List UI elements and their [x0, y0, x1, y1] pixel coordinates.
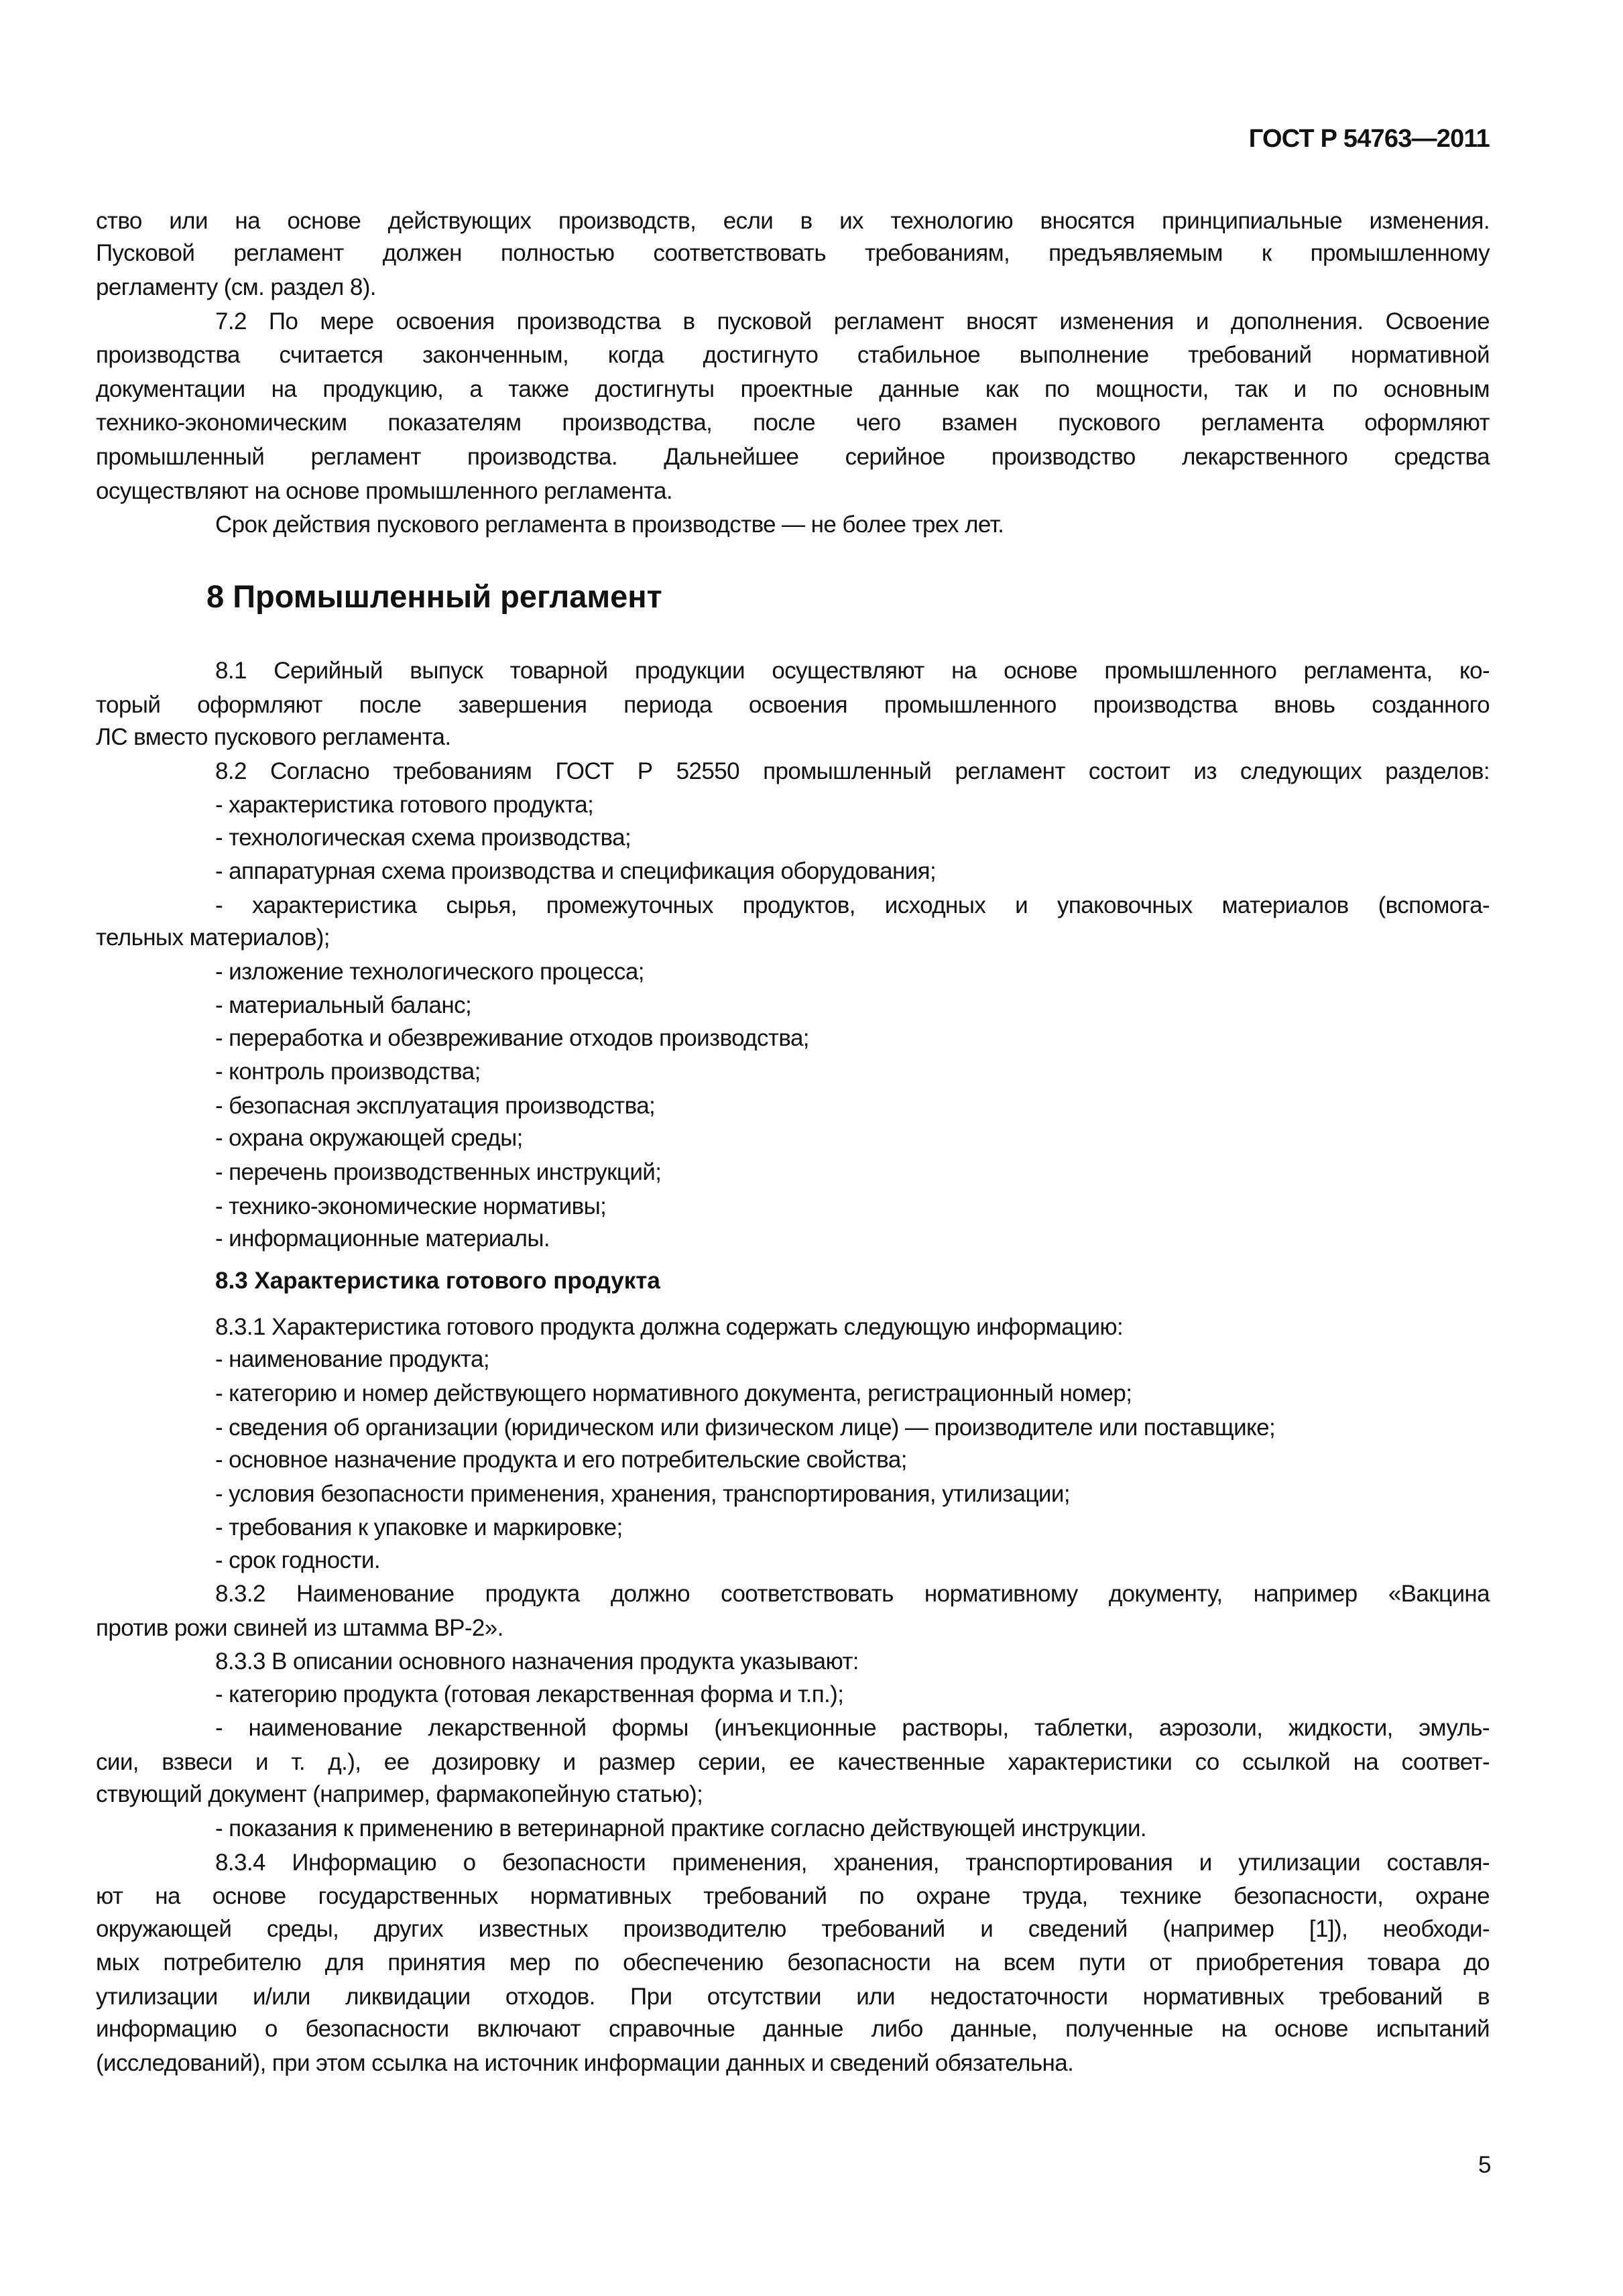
- text-line: - безопасная эксплуатация производства;: [215, 1093, 656, 1119]
- text-line: ЛС вместо пускового регламента.: [96, 724, 451, 750]
- text-line: Срок действия пускового регламента в производстве — не более трех лет.: [215, 511, 1004, 538]
- text-line: Пусковой регламент должен полностью соответствовать требованиям, предъявляемым к промышленному: [96, 240, 1490, 266]
- text-line: 8.1 Серийный выпуск товарной продукции осуществляют на основе промышленного регламента, ко-: [215, 658, 1490, 684]
- text-line: - сведения об организации (юридическом или физическом лице) — производителе или поставщике;: [215, 1414, 1276, 1441]
- text-line: - контроль производства;: [215, 1059, 481, 1085]
- subsection-heading: 8.3 Характеристика готового продукта: [215, 1268, 660, 1294]
- document-header-id: ГОСТ Р 54763—2011: [1248, 125, 1490, 153]
- text-line: - наименование продукта;: [215, 1346, 489, 1372]
- text-line: информацию о безопасности включают справочные данные либо данные, полученные на основе испытаний: [96, 2016, 1490, 2042]
- text-line: - требования к упаковке и маркировке;: [215, 1514, 623, 1540]
- text-line: - технико-экономические нормативы;: [215, 1193, 607, 1219]
- text-line: - материальный баланс;: [215, 992, 472, 1018]
- text-line: - основное назначение продукта и его потребительские свойства;: [215, 1447, 907, 1473]
- text-line: утилизации и/или ликвидации отходов. При отсутствии или недостаточности нормативных требований в: [96, 1984, 1490, 2010]
- text-line: 8.2 Согласно требованиям ГОСТ Р 52550 промышленный регламент состоит из следующих разделов:: [215, 758, 1490, 784]
- text-line: - переработка и обезвреживание отходов производства;: [215, 1025, 809, 1051]
- text-line: - аппаратурная схема производства и спецификация оборудования;: [215, 858, 937, 884]
- text-line: мых потребителю для принятия мер по обеспечению безопасности на всем пути от приобретения товара до: [96, 1949, 1490, 1976]
- text-line: - категорию и номер действующего нормативного документа, регистрационный номер;: [215, 1380, 1132, 1406]
- text-line: технико-экономическим показателям производства, после чего взамен пускового регламента оформляют: [96, 410, 1490, 436]
- text-line: - характеристика готового продукта;: [215, 792, 594, 818]
- text-line: 8.3.1 Характеристика готового продукта должна содержать следующую информацию:: [215, 1314, 1124, 1340]
- text-line: - категорию продукта (готовая лекарственная форма и т.п.);: [215, 1681, 844, 1707]
- text-line: 8.3.4 Информацию о безопасности применения, хранения, транспортирования и утилизации составля-: [215, 1850, 1490, 1876]
- text-line: 8.3.3 В описании основного назначения продукта указывают:: [215, 1648, 859, 1675]
- text-line: 7.2 По мере освоения производства в пусковой регламент вносят изменения и дополнения. Освоение: [215, 308, 1490, 335]
- section-heading: 8 Промышленный регламент: [206, 579, 662, 614]
- text-line: - показания к применению в ветеринарной практике согласно действующей инструкции.: [215, 1815, 1147, 1841]
- text-line: - условия безопасности применения, хранения, транспортирования, утилизации;: [215, 1481, 1070, 1507]
- text-line: против рожи свиней из штамма ВР-2».: [96, 1615, 503, 1641]
- text-line: торый оформляют после завершения периода освоения промышленного производства вновь созданного: [96, 692, 1490, 718]
- text-line: ствующий документ (например, фармакопейную статью);: [96, 1781, 703, 1807]
- text-line: - наименование лекарственной формы (инъекционные растворы, таблетки, аэрозоли, жидкости, эмуль-: [215, 1715, 1490, 1741]
- text-line: ют на основе государственных нормативных требований по охране труда, технике безопасности, охране: [96, 1883, 1490, 1909]
- text-line: - изложение технологического процесса;: [215, 959, 644, 985]
- text-line: окружающей среды, других известных производителю требований и сведений (например [1]), необходи-: [96, 1916, 1490, 1942]
- text-line: - срок годности.: [215, 1547, 380, 1573]
- text-line: регламенту (см. раздел 8).: [96, 274, 376, 300]
- text-line: ство или на основе действующих производств, если в их технологию вносятся принципиальные изменения.: [96, 208, 1490, 234]
- text-line: - характеристика сырья, промежуточных продуктов, исходных и упаковочных материалов (вспомога-: [215, 892, 1490, 918]
- text-line: 8.3.2 Наименование продукта должно соответствовать нормативному документу, например «Вакцина: [215, 1581, 1490, 1607]
- text-line: производства считается законченным, когда достигнуто стабильное выполнение требований нормативной: [96, 342, 1490, 368]
- text-line: - перечень производственных инструкций;: [215, 1159, 662, 1185]
- text-line: промышленный регламент производства. Дальнейшее серийное производство лекарственного средства: [96, 444, 1490, 470]
- text-line: (исследований), при этом ссылка на источник информации данных и сведений обязательна.: [96, 2050, 1074, 2076]
- text-line: - технологическая схема производства;: [215, 825, 632, 851]
- text-line: осуществляют на основе промышленного регламента.: [96, 478, 673, 504]
- page-number: 5: [1478, 2152, 1492, 2178]
- text-line: - охрана окружающей среды;: [215, 1125, 523, 1151]
- text-line: тельных материалов);: [96, 924, 330, 951]
- text-line: - информационные материалы.: [215, 1225, 550, 1252]
- text-line: документации на продукцию, а также достигнуты проектные данные как по мощности, так и по основным: [96, 376, 1490, 402]
- text-line: сии, взвеси и т. д.), ее дозировку и размер серии, ее качественные характеристики со ссылкой на соответ-: [96, 1749, 1490, 1775]
